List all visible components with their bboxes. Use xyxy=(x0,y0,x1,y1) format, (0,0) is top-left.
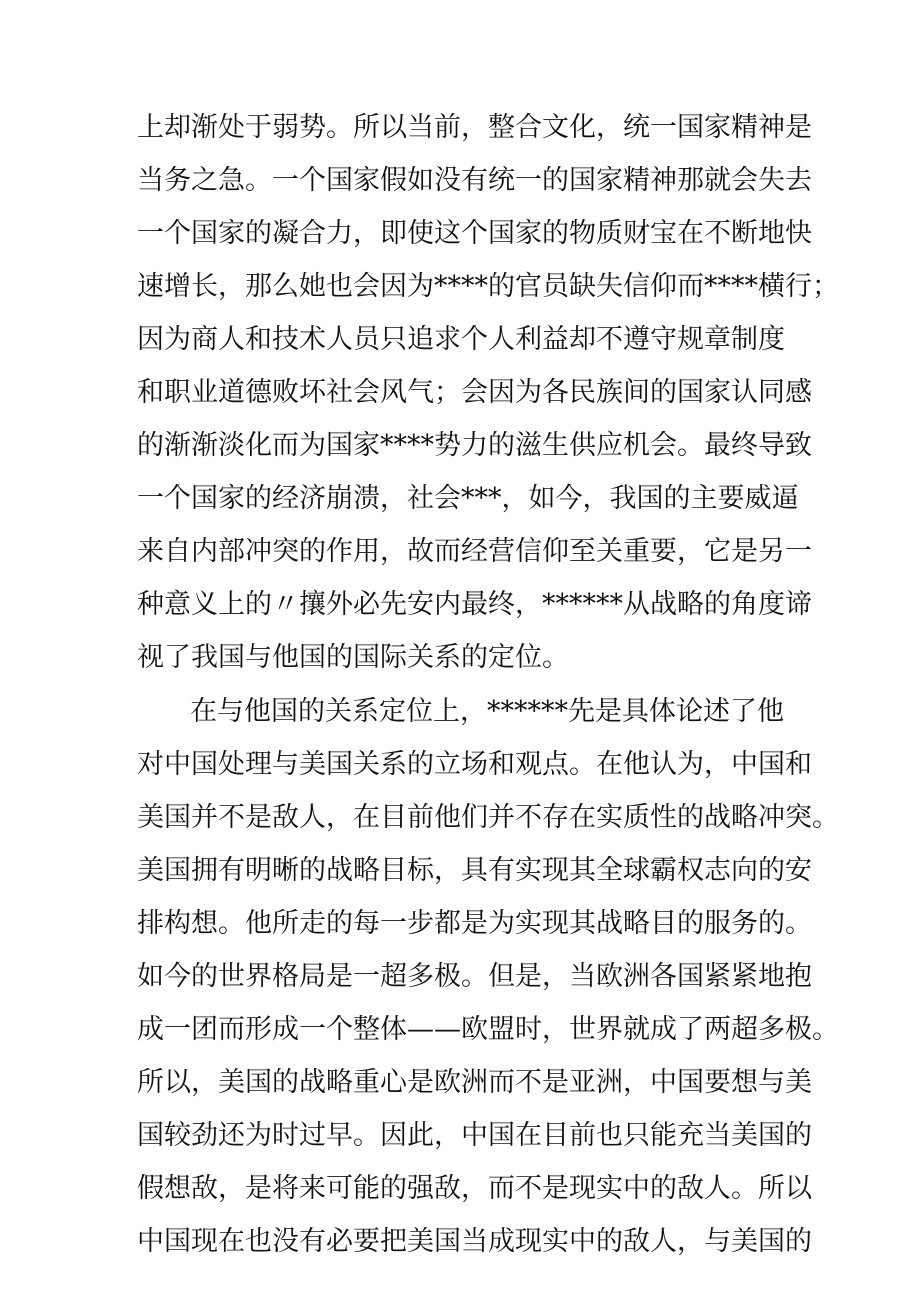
text-line: 上却渐处于弱势。所以当前，整合文化，统一国家精神是 xyxy=(137,112,812,143)
text-line: 假想敌，是将来可能的强敌，而不是现实中的敌人。所以 xyxy=(137,1173,812,1204)
text-line: 种意义上的〃攘外必先安内最终，******从战略的角度谛 xyxy=(137,589,812,620)
text-line: 美国拥有明晰的战略目标，具有实现其全球霸权志向的安 xyxy=(137,855,812,886)
text-line: 成一团而形成一个整体——欧盟时，世界就成了两超多极。 xyxy=(137,1014,839,1045)
text-line: 一个国家的凝合力，即使这个国家的物质财宝在不断地快 xyxy=(137,218,812,249)
text-line: 国较劲还为时过早。因此，中国在目前也只能充当美国的 xyxy=(137,1120,812,1151)
text-line: 中国现在也没有必要把美国当成现实中的敌人，与美国的 xyxy=(137,1226,812,1257)
text-line: 来自内部冲突的作用，故而经营信仰至关重要，它是另一 xyxy=(137,536,812,567)
text-line: 当务之急。一个国家假如没有统一的国家精神那就会失去 xyxy=(137,165,812,196)
text-line: 因为商人和技术人员只追求个人利益却不遵守规章制度 xyxy=(137,324,785,355)
text-line: 如今的世界格局是一超多极。但是，当欧洲各国紧紧地抱 xyxy=(137,961,812,992)
text-line: 的渐渐淡化而为国家****势力的滋生供应机会。最终导致 xyxy=(137,430,812,461)
text-line: 速增长，那么她也会因为****的官员缺失信仰而****横行； xyxy=(137,271,839,302)
text-line: 排构想。他所走的每一步都是为实现其战略目的服务的。 xyxy=(137,908,812,939)
text-line: 视了我国与他国的国际关系的定位。 xyxy=(137,642,569,673)
text-line: 对中国处理与美国关系的立场和观点。在他认为，中国和 xyxy=(137,749,812,780)
text-line: 在与他国的关系定位上，******先是具体论述了他 xyxy=(190,696,784,727)
text-line: 一个国家的经济崩溃，社会***，如今，我国的主要威逼 xyxy=(137,483,799,514)
text-line: 所以，美国的战略重心是欧洲而不是亚洲，中国要想与美 xyxy=(137,1067,812,1098)
text-line: 美国并不是敌人，在目前他们并不存在实质性的战略冲突。 xyxy=(137,802,839,833)
text-line: 和职业道德败坏社会风气；会因为各民族间的国家认同感 xyxy=(137,377,812,408)
